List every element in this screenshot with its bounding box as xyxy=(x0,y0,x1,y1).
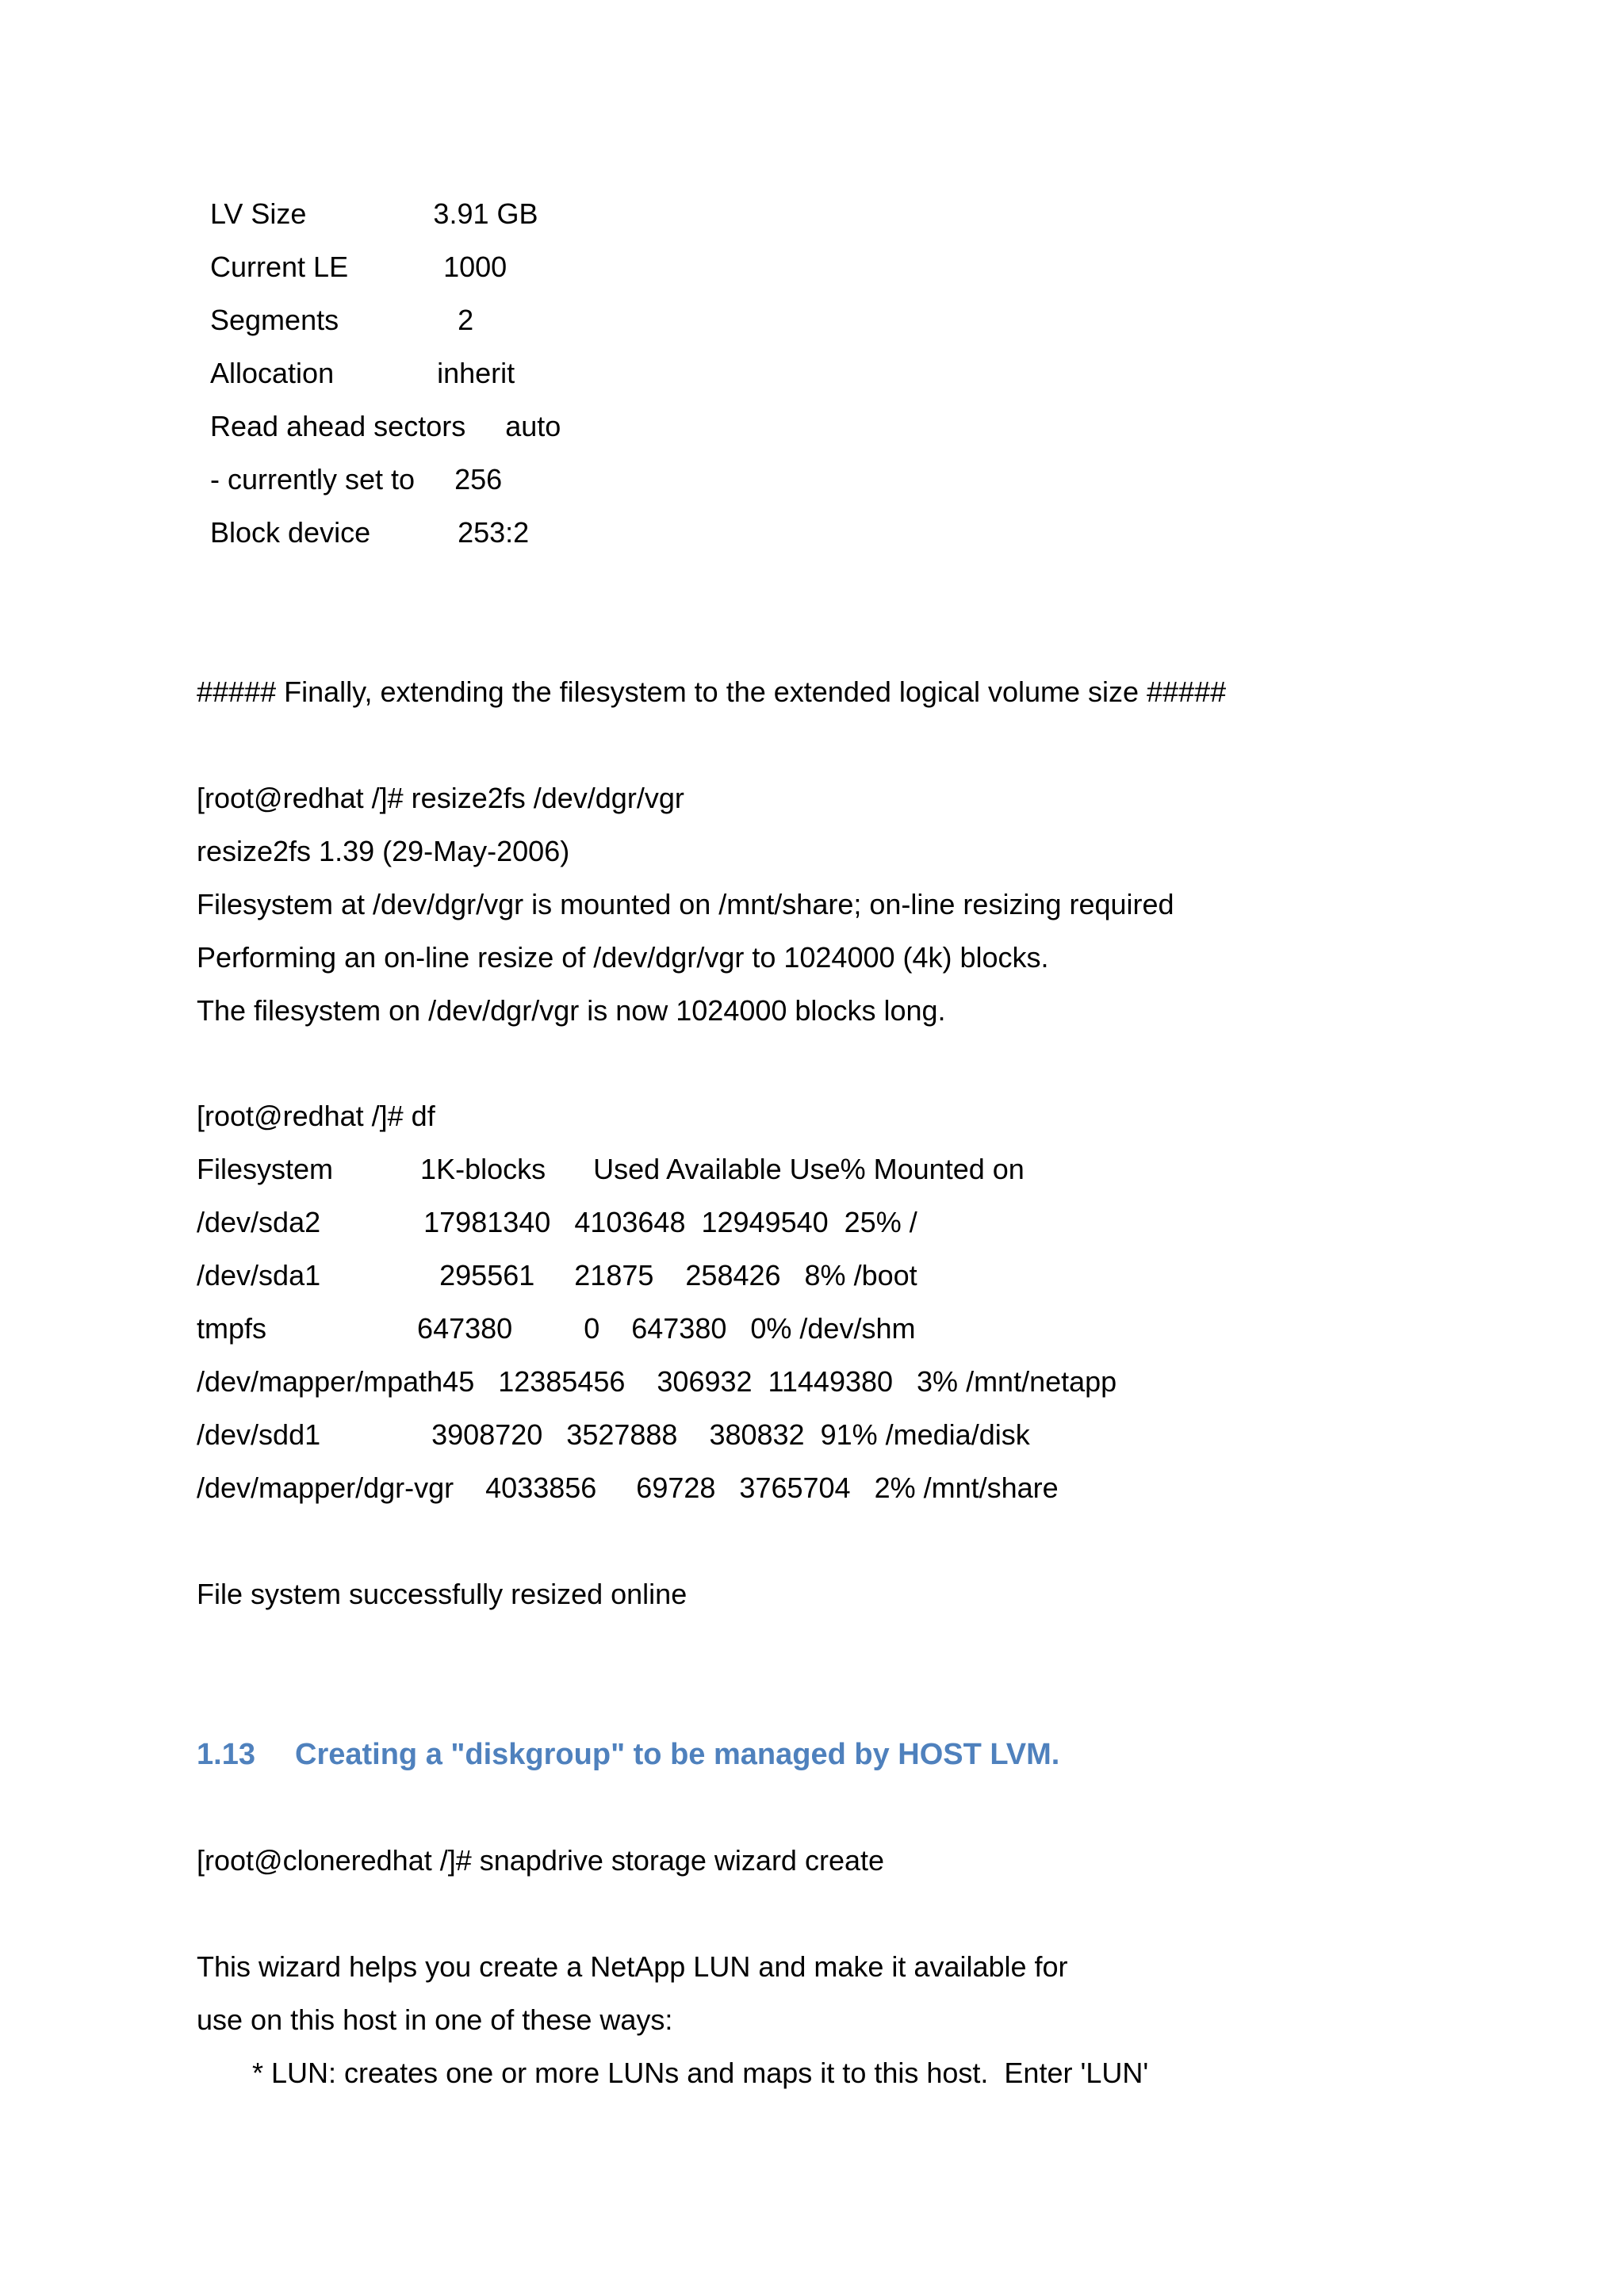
df-row-tmpfs: tmpfs 647380 0 647380 0% /dev/shm xyxy=(197,1312,916,1345)
df-row-sda1: /dev/sda1 295561 21875 258426 8% /boot xyxy=(197,1259,917,1292)
wizard-text-line-2: use on this host in one of these ways: xyxy=(197,2003,673,2036)
resize-command-line: [root@redhat /]# resize2fs /dev/dgr/vgr xyxy=(197,782,684,814)
df-row-mpath45: /dev/mapper/mpath45 12385456 306932 11449380 3% /mnt/netapp xyxy=(197,1365,1117,1398)
resize-mounted-line: Filesystem at /dev/dgr/vgr is mounted on /mnt/share; on-line resizing required xyxy=(197,888,1174,920)
section-title: Creating a "diskgroup" to be managed by HOST LVM. xyxy=(295,1738,1060,1771)
lv-segments-line: Segments 2 xyxy=(210,304,474,336)
lv-size-line: LV Size 3.91 GB xyxy=(210,197,538,230)
success-line: File system successfully resized online xyxy=(197,1578,688,1610)
wizard-command-line: [root@cloneredhat /]# snapdrive storage wizard create xyxy=(197,1844,885,1877)
df-command-line: [root@redhat /]# df xyxy=(197,1100,435,1132)
comment-line: ##### Finally, extending the filesystem to the extended logical volume size ##### xyxy=(197,675,1227,708)
wizard-option-lun: * LUN: creates one or more LUNs and maps it to this host. Enter 'LUN' xyxy=(252,2057,1149,2089)
wizard-text-line-1: This wizard helps you create a NetApp LUN and make it available for xyxy=(197,1950,1068,1983)
lv-current-le-line: Current LE 1000 xyxy=(210,251,508,283)
df-row-sdd1: /dev/sdd1 3908720 3527888 380832 91% /media/disk xyxy=(197,1418,1030,1451)
resize-result-line: The filesystem on /dev/dgr/vgr is now 1024000 blocks long. xyxy=(197,994,946,1027)
lv-block-device-line: Block device 253:2 xyxy=(210,516,530,549)
section-heading xyxy=(197,1737,1059,1772)
df-row-sda2: /dev/sda2 17981340 4103648 12949540 25% / xyxy=(197,1206,917,1238)
lv-currently-set-line: - currently set to 256 xyxy=(210,463,503,496)
df-row-dgr-vgr: /dev/mapper/dgr-vgr 4033856 69728 3765704 2% /mnt/share xyxy=(197,1471,1059,1504)
section-number: 1.13 xyxy=(197,1738,255,1771)
resize-performing-line: Performing an on-line resize of /dev/dgr/vgr to 1024000 (4k) blocks. xyxy=(197,941,1049,974)
lv-allocation-line: Allocation inherit xyxy=(210,357,515,389)
lv-read-ahead-line: Read ahead sectors auto xyxy=(210,410,561,442)
resize-version-line: resize2fs 1.39 (29-May-2006) xyxy=(197,835,570,867)
df-header-line: Filesystem 1K-blocks Used Available Use% Mounted on xyxy=(197,1153,1025,1185)
